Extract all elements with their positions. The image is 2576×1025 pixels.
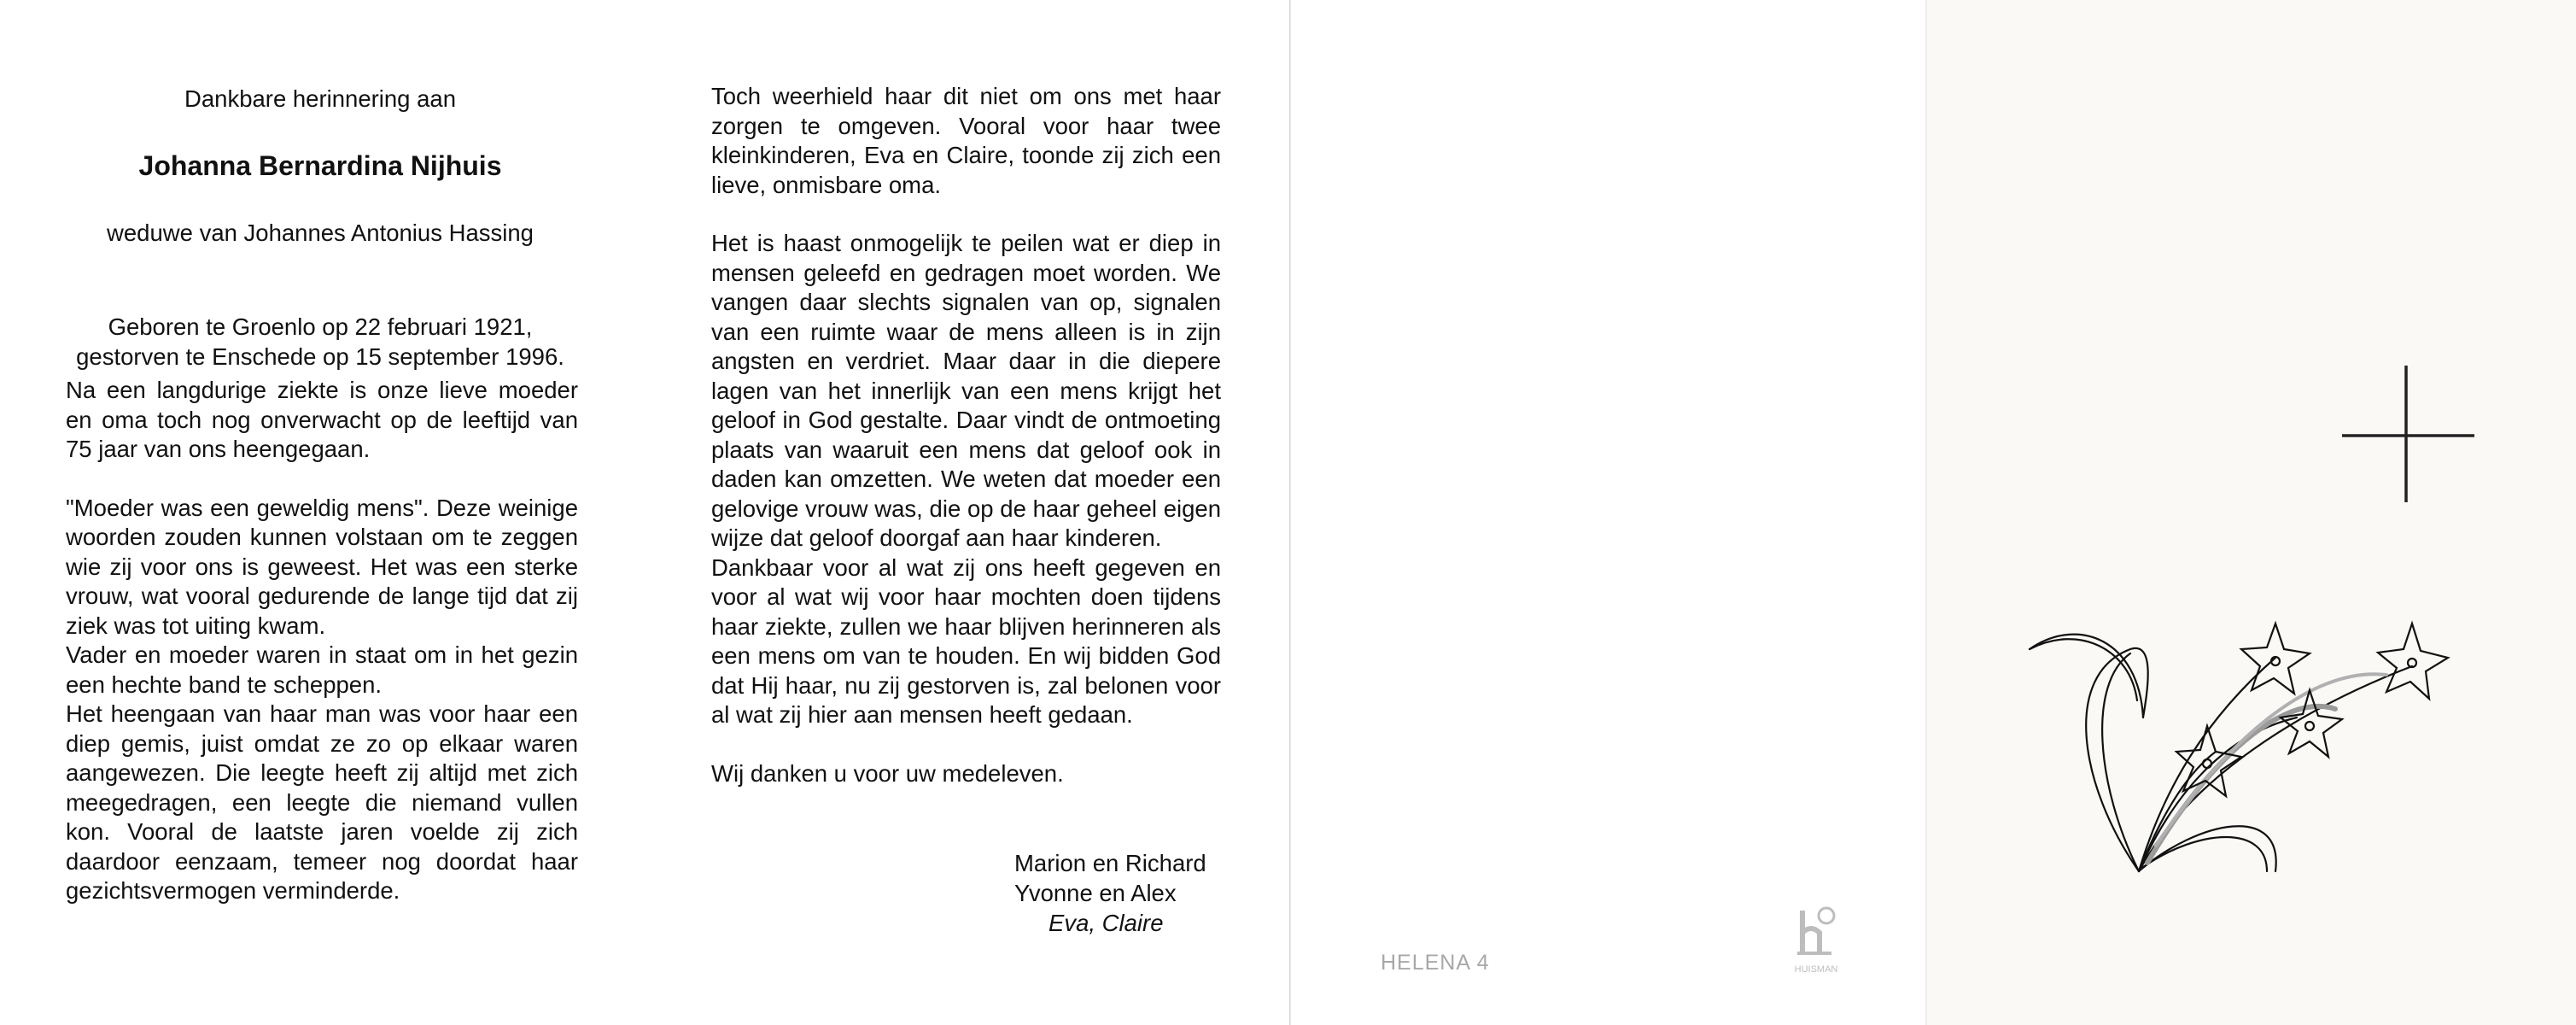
cross-icon bbox=[2338, 366, 2474, 502]
signature-line: Yvonne en Alex bbox=[1014, 880, 1177, 906]
maker-logo-text: HUISMAN bbox=[1794, 964, 1838, 975]
paragraph: Het is haast onmogelijk te peilen wat er diep in mensen geleefd en gedragen moet worden. We vangen daar slechts signalen van op, signalen van een ruimte waar de mens alleen is in zijn angsten en verdriet. Maar daar in die diepere lagen van het innerlijk van een mens krijgt het geloof in God gestalte. Daar vindt de ontmoeting plaats van waaruit een mens dat geloof ook in daden kan omzetten. We weten dat moeder een gelovige vrouw was, die op de haar geheel eigen wijze dat geloof doorgaf aan haar kinderen. bbox=[711, 230, 1221, 551]
signature-line: Marion en Richard bbox=[1014, 850, 1206, 876]
paragraph: Het heengaan van haar man was voor haar een diep gemis, juist omdat ze zo op elkaar waren aangewezen. Die leegte heeft zij altijd met zich meegedragen, een leegte die niemand vullen kon. Vooral de laatste jaren voelde zij zich daardoor eenzaam, temeer nog doordat haar gezichtsvermogen verminderde. bbox=[66, 700, 578, 904]
maker-logo-icon bbox=[1790, 904, 1842, 981]
intro-line: Dankbare herinnering aan bbox=[184, 85, 456, 112]
deceased-name: Johanna Bernardina Nijhuis bbox=[138, 150, 502, 181]
signature-line: Eva, Claire bbox=[1049, 910, 1164, 936]
thanks-line: Wij danken u voor uw medeleven. bbox=[711, 759, 1064, 787]
death-line: gestorven te Enschede op 15 september 1996. bbox=[76, 343, 564, 370]
paragraph: Toch weerhield haar dit niet om ons met haar zorgen te omgeven. Vooral voor haar twee kleinkinderen, Eva en Claire, toonde zij zich een lieve, onmisbare oma. bbox=[711, 83, 1221, 198]
right-text-column bbox=[711, 82, 1221, 788]
signatures bbox=[1014, 848, 1206, 938]
paragraph: Na een langdurige ziekte is onze lieve moeder en oma toch nog onverwacht op de leeftijd van 75 jaar van ons heengegaan. bbox=[66, 377, 578, 462]
left-text-column bbox=[66, 376, 578, 906]
paragraph: "Moeder was een geweldig mens". Deze weinige woorden zouden kunnen volstaan om te zeggen wie zij voor ons is geweest. Het was een sterke vrouw, wat vooral gedurende de lange tijd dat zij ziek was tot uiting kwam. bbox=[66, 494, 578, 639]
paragraph: Vader en moeder waren in staat om in het gezin een hechte band te scheppen. bbox=[66, 641, 578, 698]
flower-illustration-icon bbox=[2028, 589, 2455, 880]
back-cover bbox=[1291, 0, 1927, 1025]
widow-line: weduwe van Johannes Antonius Hassing bbox=[107, 220, 534, 246]
paragraph: Dankbaar voor al wat zij ons heeft gegeven en voor al wat wij voor haar mochten doen tijdens haar ziekte, zullen we haar blijven herinneren als een mens om van te houden. En wij bidden God dat Hij haar, nu zij gestorven is, zal belonen voor al wat zij hier aan mensen heeft gedaan. bbox=[711, 554, 1221, 728]
birth-death-block bbox=[43, 313, 598, 372]
birth-line: Geboren te Groenlo op 22 februari 1921, bbox=[108, 313, 533, 340]
model-label: HELENA 4 bbox=[1381, 951, 1490, 975]
